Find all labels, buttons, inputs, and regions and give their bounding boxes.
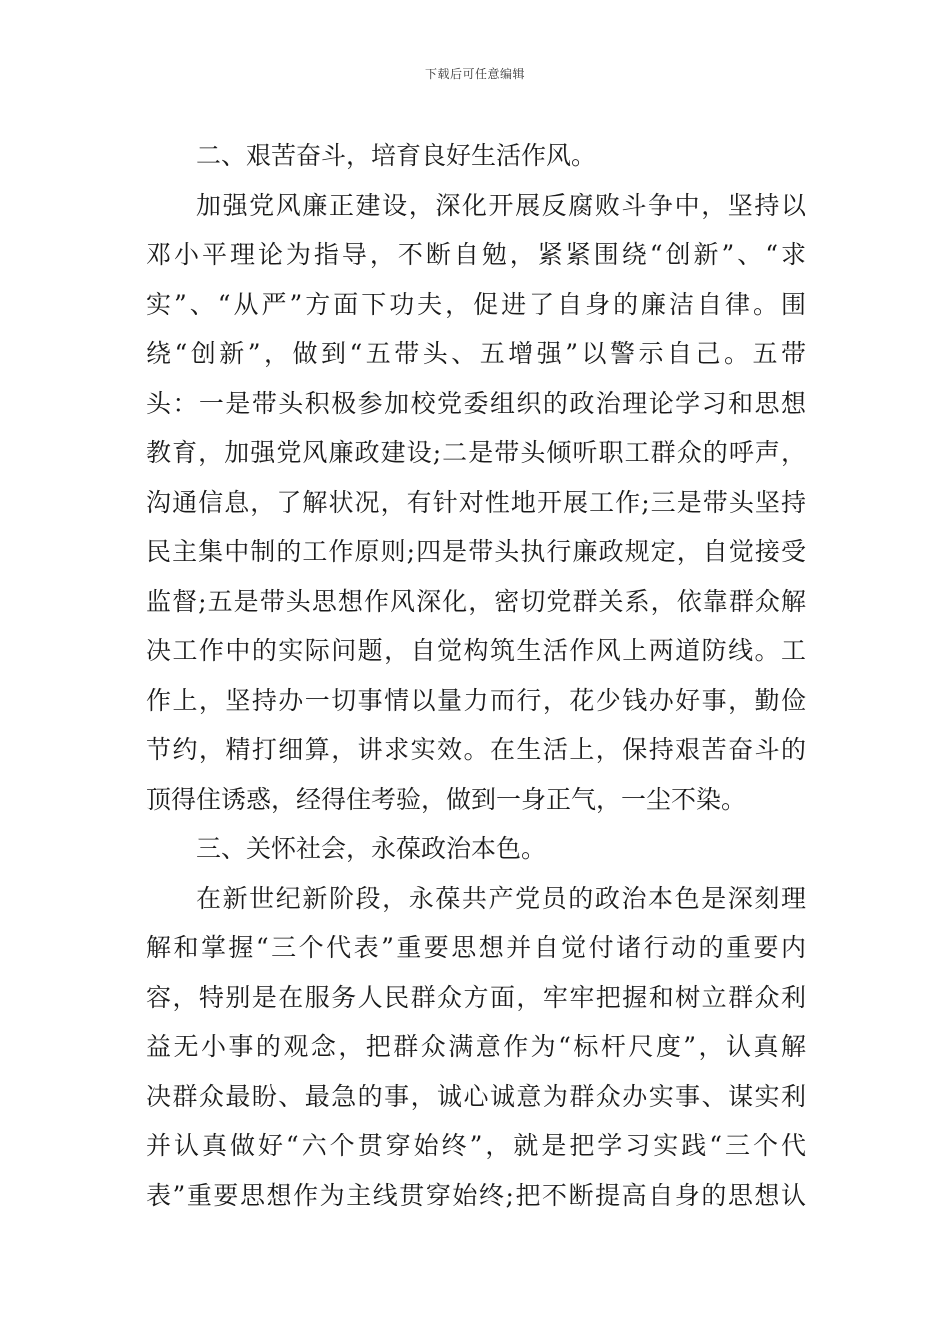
paragraph-line: 解和掌握“三个代表”重要思想并自觉付诸行动的重要内 [146,933,806,962]
paragraph-line: 顶得住诱惑，经得住考验，做到一身正气，一尘不染。 [146,784,747,814]
paragraph-line: 加强党风廉正建设，深化开展反腐败斗争中，坚持以 [196,190,806,220]
paragraph-line: 容，特别是在服务人民群众方面，牢牢把握和树立群众利 [146,982,806,1012]
paragraph-line: 实”、“从严”方面下功夫，促进了自身的廉洁自律。围 [146,289,806,319]
paragraph-line: 决群众最盼、最急的事，诚心诚意为群众办实事、谋实利 [146,1081,806,1111]
paragraph-line: 绕“创新”，做到“五带头、五增强”以警示自己。五带 [146,339,806,368]
paragraph-line: 作上，坚持办一切事情以量力而行，花少钱办好事，勤俭 [146,685,806,715]
paragraph-line: 教育，加强党风廉政建设;二是带头倾听职工群众的呼声， [146,438,806,467]
paragraph-line: 邓小平理论为指导，不断自勉，紧紧围绕“创新”、“求 [146,240,806,269]
paragraph-line: 节约，精打细算，讲求实效。在生活上，保持艰苦奋斗的 [146,735,806,764]
section-heading-3: 三、关怀社会，永葆政治本色。 [196,834,547,863]
paragraph-line: 决工作中的实际问题，自觉构筑生活作风上两道防线。工 [146,636,806,665]
page-header: 下载后可任意编辑 [424,67,525,81]
paragraph-line: 表”重要思想作为主线贯穿始终;把不断提高自身的思想认 [146,1180,806,1210]
paragraph-line: 民主集中制的工作原则;四是带头执行廉政规定，自觉接受 [146,537,806,566]
paragraph-line: 监督;五是带头思想作风深化，密切党群关系，依靠群众解 [146,586,806,616]
section-heading-2: 二、艰苦奋斗，培育良好生活作风。 [196,141,597,170]
paragraph-line: 在新世纪新阶段，永葆共产党员的政治本色是深刻理 [196,883,806,913]
paragraph-line: 沟通信息，了解状况，有针对性地开展工作;三是带头坚持 [146,487,806,517]
paragraph-line: 益无小事的观念，把群众满意作为“标杆尺度”，认真解 [146,1032,806,1061]
paragraph-line: 并认真做好“六个贯穿始终”，就是把学习实践“三个代 [146,1131,806,1160]
body-text [146,131,806,1220]
paragraph-line: 头：一是带头积极参加校党委组织的政治理论学习和思想 [146,388,806,418]
